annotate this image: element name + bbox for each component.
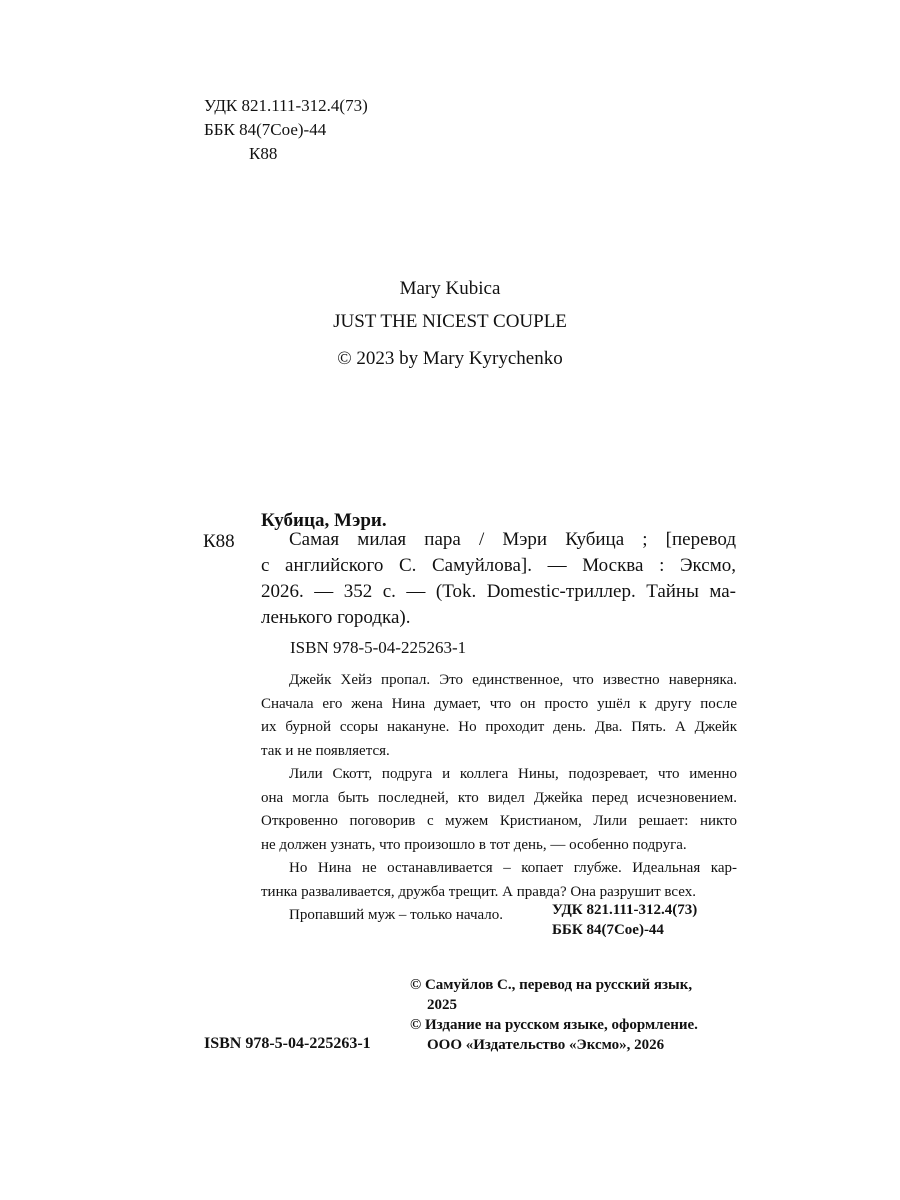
udk-code-bottom: УДК 821.111-312.4(73) <box>552 902 698 918</box>
isbn-bottom: ISBN 978-5-04-225263-1 <box>204 1035 371 1052</box>
biblio-line: 2026. — 352 с. — (Tok. Domestic-триллер. Тайны ма- <box>261 581 736 602</box>
annotation-line: Джейк Хейз пропал. Это единственное, что известно наверняка. <box>289 672 737 688</box>
annotation-line: тинка разваливается, дружба трещит. А правда? Она разрушит всех. <box>261 883 696 900</box>
annotation-line: Пропавший муж – только начало. <box>289 907 504 923</box>
biblio-line: с английского С. Самуйлова]. — Москва : Эксмо, <box>261 555 736 576</box>
bbk-code-bottom: ББК 84(7Сое)-44 <box>552 922 664 938</box>
original-title: JUST THE NICEST COUPLE <box>333 311 567 332</box>
annotation-line: она могла быть последней, кто видел Джейка перед исчезновением. <box>261 789 737 806</box>
annotation-line: так и не появляется. <box>261 742 390 759</box>
original-author: Mary Kubica <box>399 278 501 299</box>
annotation-line: не должен узнать, что произошло в тот день, — особенно подруга. <box>261 836 687 853</box>
classification-block <box>204 94 368 166</box>
udk-code: УДК 821.111-312.4(73) <box>204 96 368 115</box>
original-copyright: © 2023 by Mary Kyrychenko <box>337 348 563 369</box>
classification-block-bottom <box>552 900 697 940</box>
annotation-line: их бурной ссоры накануне. Но проходит день. Два. Пять. А Джейк <box>261 719 737 735</box>
annotation-line: Лили Скотт, подруга и коллега Нины, подозревает, что именно <box>289 766 737 782</box>
edition-copyright: © Издание на русском языке, оформление. <box>410 1017 698 1033</box>
bibliographic-description <box>261 527 736 631</box>
translation-copyright-year: 2025 <box>427 997 457 1013</box>
annotation-text <box>261 669 737 928</box>
annotation-line: Откровенно поговорив с мужем Кристианом, Лили решает: никто <box>261 813 737 829</box>
annotation-line: Но Нина не останавливается – копает глубже. Идеальная кар- <box>289 860 737 876</box>
publisher-copyright: ООО «Издательство «Эксмо», 2026 <box>427 1037 665 1053</box>
record-cutter: К88 <box>203 531 235 552</box>
copyright-block <box>410 975 698 1055</box>
record-isbn: ISBN 978-5-04-225263-1 <box>290 638 467 657</box>
biblio-line: Самая милая пара / Мэри Кубица ; [перевод <box>289 529 736 550</box>
annotation-line: Сначала его жена Нина думает, что он просто ушёл к другу после <box>261 695 737 712</box>
bbk-code: ББК 84(7Сое)-44 <box>204 120 327 139</box>
cutter-code: К88 <box>249 144 278 163</box>
translation-copyright: © Самуйлов С., перевод на русский язык, <box>410 977 693 993</box>
record-author-heading: Кубица, Мэри. <box>261 510 387 531</box>
biblio-line: ленького городка). <box>261 607 411 628</box>
